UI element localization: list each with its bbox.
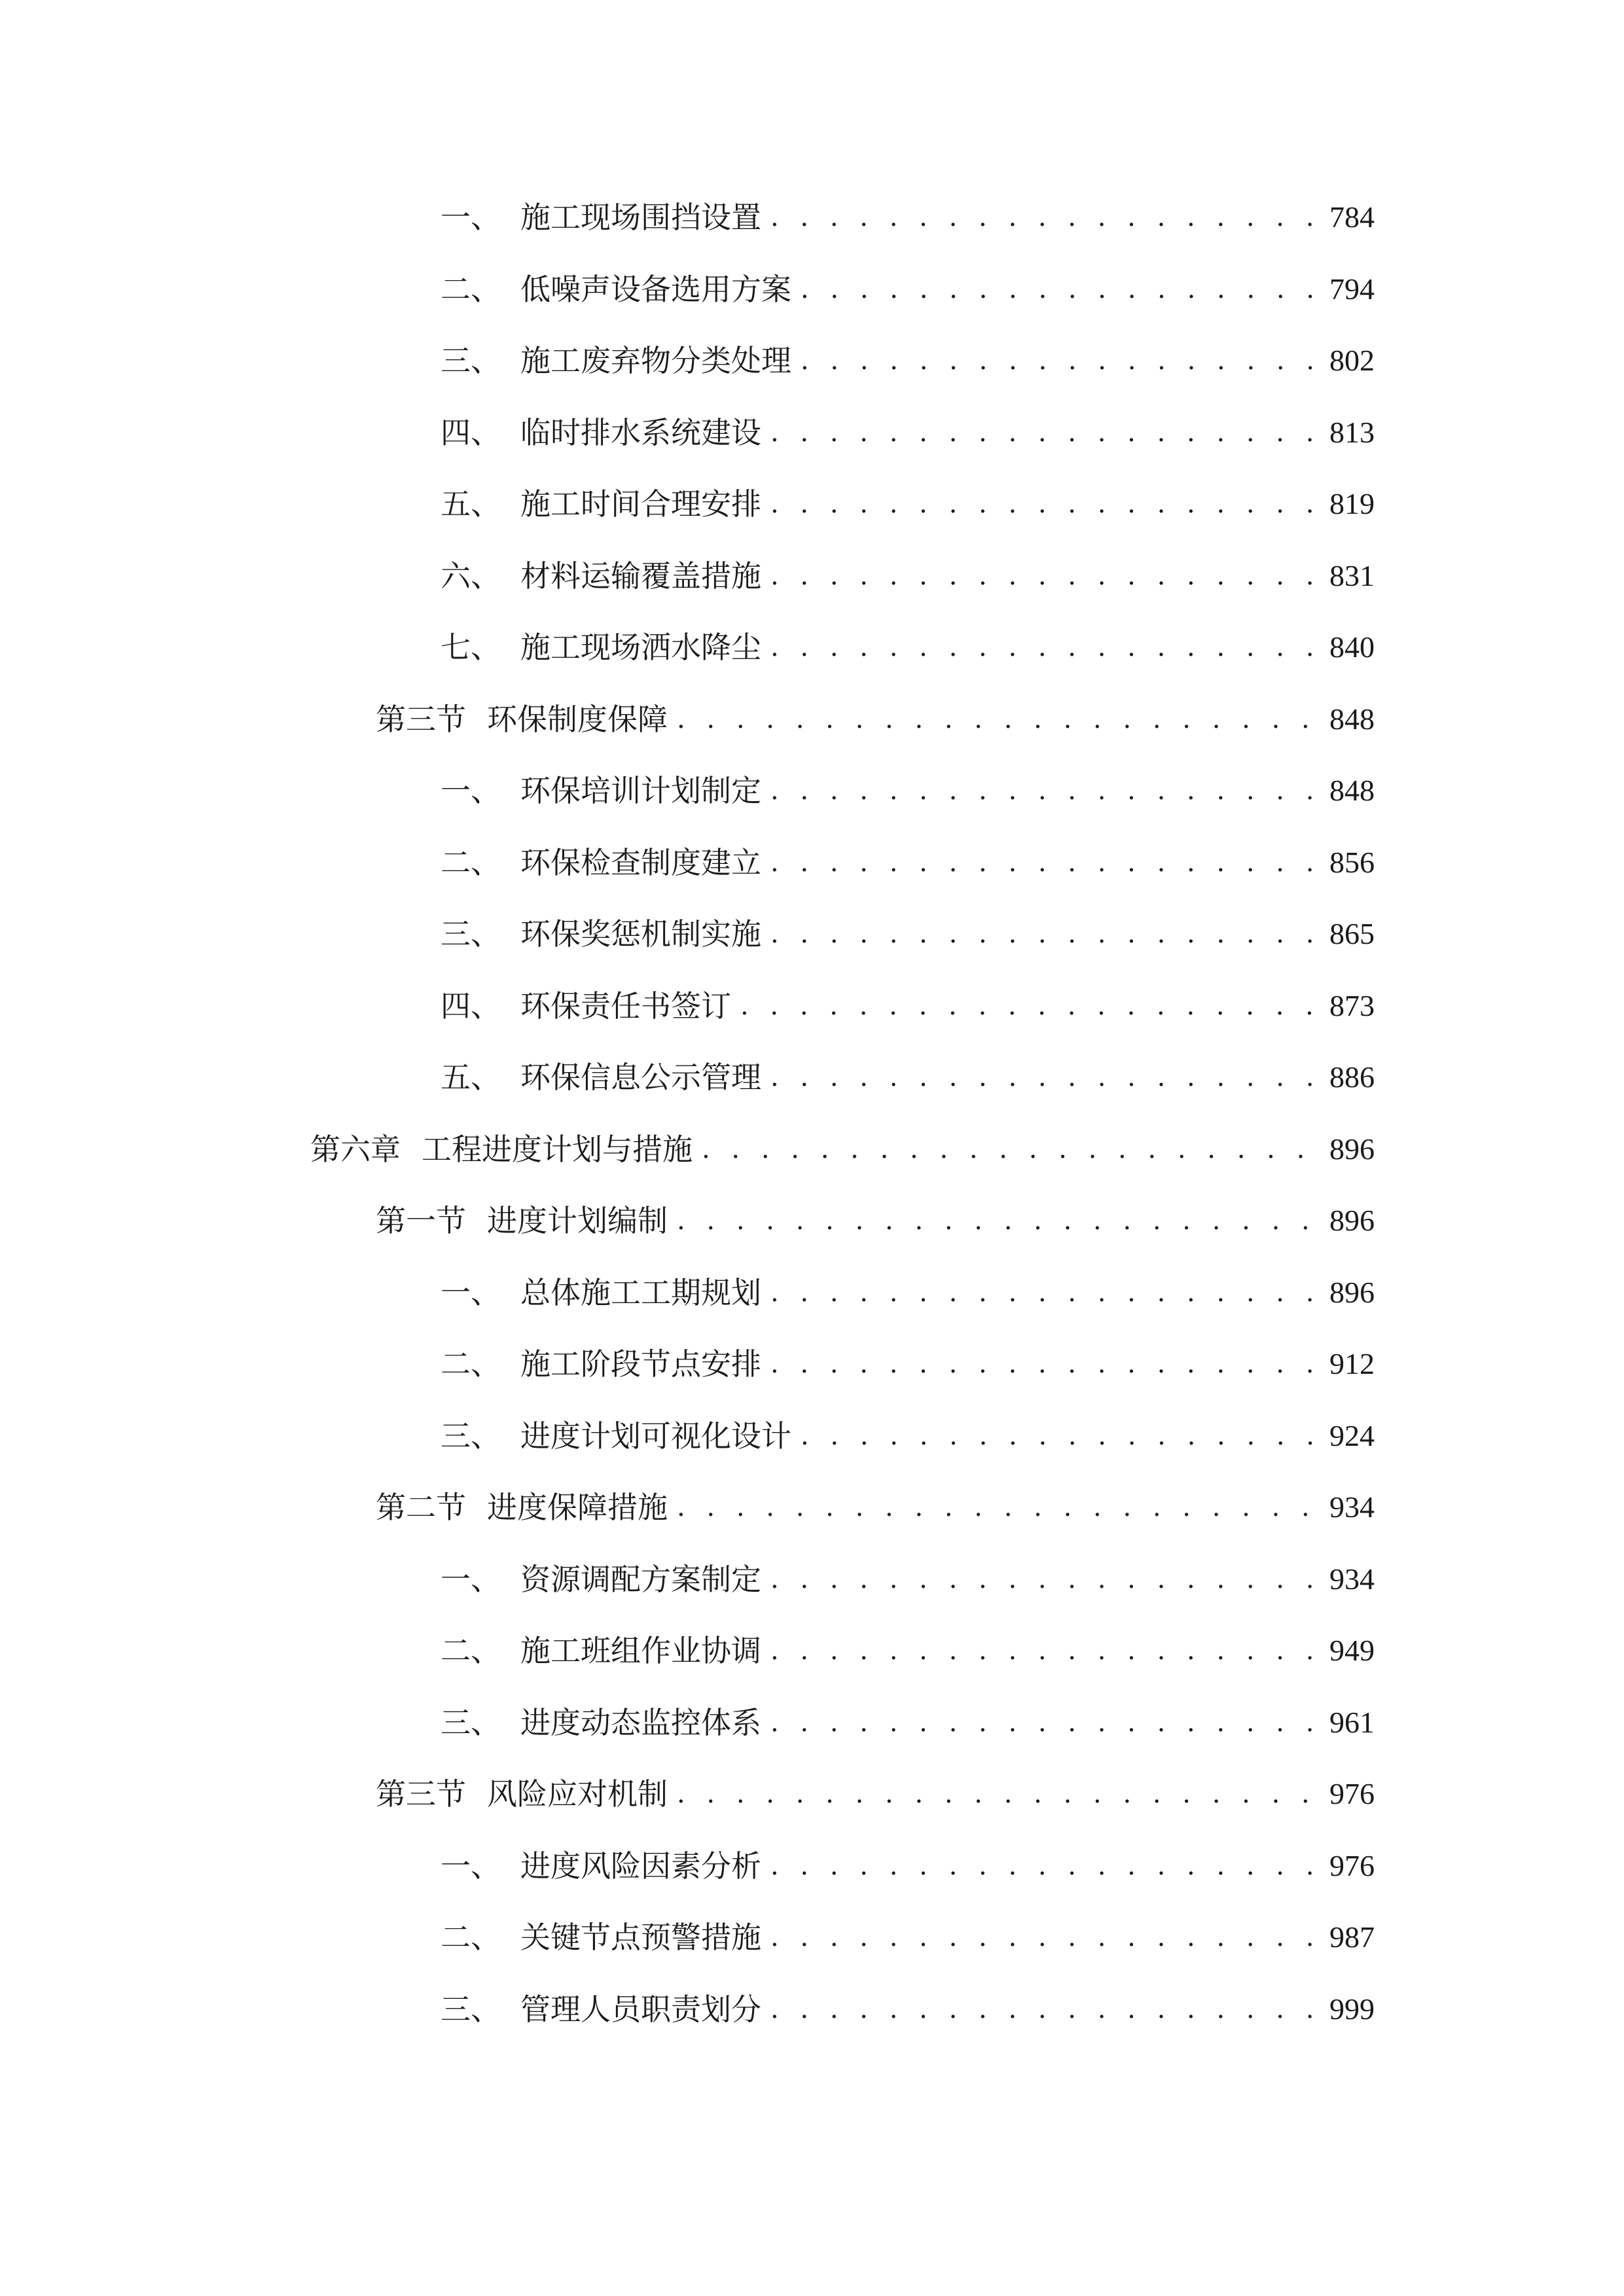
toc-entry-page: 813: [1329, 416, 1375, 449]
toc-entry-page: 865: [1329, 917, 1375, 950]
toc-entry-title: 工程进度计划与措施: [422, 1132, 693, 1167]
toc-entry[interactable]: [376, 1194, 1375, 1247]
toc-entry-title: 施工现场围挡设置: [520, 200, 761, 235]
dot-leader: [770, 764, 1318, 817]
dot-leader: [677, 693, 1318, 745]
toc-entry-number: 一、: [441, 773, 501, 808]
toc-entry-title: 环保责任书签订: [520, 988, 731, 1024]
toc-entry-title: 进度计划可视化设计: [520, 1418, 791, 1454]
toc-entry-title: 进度动态监控体系: [520, 1705, 761, 1740]
toc-entry[interactable]: [441, 263, 1375, 315]
toc-entry-number: 一、: [441, 1275, 501, 1310]
toc-entry-title: 总体施工工期规划: [520, 1275, 761, 1310]
toc-entry-title: 施工阶段节点安排: [520, 1346, 761, 1382]
dot-leader: [770, 1911, 1318, 1964]
toc-entry-title: 低噪声设备选用方案: [520, 272, 791, 307]
toc-entry[interactable]: [441, 836, 1375, 889]
toc-entry-title: 施工班组作业协调: [520, 1633, 761, 1668]
toc-entry-title: 环保制度保障: [487, 702, 668, 737]
toc-entry-page: 896: [1329, 1204, 1375, 1237]
toc-entry-title: 施工时间合理安排: [520, 486, 761, 522]
toc-entry-number: 第一节: [376, 1203, 466, 1238]
toc-entry-page: 934: [1329, 1562, 1375, 1596]
toc-entry-title: 关键节点预警措施: [520, 1920, 761, 1955]
dot-leader: [677, 1194, 1318, 1247]
toc-entry-number: 六、: [441, 558, 501, 594]
toc-entry-number: 二、: [441, 272, 501, 307]
dot-leader: [770, 1051, 1318, 1103]
toc-entry-title: 环保培训计划制定: [520, 773, 761, 808]
toc-entry[interactable]: [441, 406, 1375, 459]
toc-entry-page: 848: [1329, 774, 1375, 807]
toc-entry-title: 施工废弃物分类处理: [520, 343, 791, 378]
toc-entry-page: 987: [1329, 1920, 1375, 1954]
toc-entry-number: 三、: [441, 343, 501, 378]
dot-leader: [770, 191, 1318, 243]
toc-entry[interactable]: [441, 980, 1375, 1032]
toc-entry[interactable]: [441, 1624, 1375, 1677]
toc-entry-page: 961: [1329, 1706, 1375, 1739]
dot-leader: [770, 1338, 1318, 1390]
toc-entry-number: 二、: [441, 1346, 501, 1382]
toc-entry[interactable]: [376, 1768, 1375, 1820]
toc-entry[interactable]: [441, 1840, 1375, 1892]
toc-entry-number: 一、: [441, 1562, 501, 1597]
toc-entry-page: 896: [1329, 1276, 1375, 1309]
toc-entry[interactable]: [441, 191, 1375, 243]
toc-entry-page: 886: [1329, 1060, 1375, 1094]
toc-entry-number: 第三节: [376, 702, 466, 737]
toc-entry-number: 三、: [441, 1418, 501, 1454]
toc-entry-number: 四、: [441, 988, 501, 1024]
toc-entry-page: 794: [1329, 272, 1375, 306]
dot-leader: [770, 1840, 1318, 1892]
toc-entry-page: 924: [1329, 1419, 1375, 1452]
toc-entry[interactable]: [310, 1123, 1375, 1175]
toc-entry-number: 五、: [441, 486, 501, 522]
toc-entry-number: 四、: [441, 415, 501, 450]
toc-entry[interactable]: [441, 550, 1375, 602]
dot-leader: [702, 1123, 1318, 1175]
toc-entry[interactable]: [441, 1983, 1375, 2036]
toc-entry[interactable]: [441, 621, 1375, 673]
toc-entry-page: 784: [1329, 200, 1375, 234]
toc-entry[interactable]: [441, 908, 1375, 960]
dot-leader: [801, 263, 1318, 315]
toc-entry-page: 896: [1329, 1132, 1375, 1166]
toc-entry-page: 976: [1329, 1849, 1375, 1882]
toc-entry-title: 进度计划编制: [487, 1203, 668, 1238]
toc-entry-page: 802: [1329, 344, 1375, 377]
toc-entry-title: 材料运输覆盖措施: [520, 558, 761, 594]
toc-entry[interactable]: [376, 1481, 1375, 1534]
toc-entry[interactable]: [441, 1410, 1375, 1462]
toc-entry-title: 临时排水系统建设: [520, 415, 761, 450]
dot-leader: [770, 908, 1318, 960]
toc-entry[interactable]: [376, 693, 1375, 745]
toc-entry-number: 一、: [441, 1848, 501, 1884]
toc-entry-number: 三、: [441, 916, 501, 952]
toc-entry-title: 施工现场洒水降尘: [520, 630, 761, 665]
dot-leader: [770, 1266, 1318, 1319]
dot-leader: [677, 1481, 1318, 1534]
toc-entry-number: 三、: [441, 1705, 501, 1740]
dot-leader: [770, 406, 1318, 459]
toc-entry-number: 第六章: [310, 1132, 401, 1167]
toc-entry-number: 二、: [441, 845, 501, 880]
toc-entry-page: 856: [1329, 846, 1375, 879]
toc-entry-page: 819: [1329, 487, 1375, 520]
dot-leader: [770, 1983, 1318, 2036]
toc-entry-title: 风险应对机制: [487, 1776, 668, 1812]
toc-entry-page: 949: [1329, 1634, 1375, 1667]
toc-entry-page: 848: [1329, 702, 1375, 736]
toc-entry-title: 进度保障措施: [487, 1490, 668, 1525]
dot-leader: [801, 334, 1318, 387]
toc-entry-page: 999: [1329, 1992, 1375, 2026]
toc-entry[interactable]: [441, 1696, 1375, 1749]
toc-entry[interactable]: [441, 1553, 1375, 1605]
toc-entry-page: 873: [1329, 989, 1375, 1022]
toc-entry-title: 环保奖惩机制实施: [520, 916, 761, 952]
toc-entry[interactable]: [441, 1051, 1375, 1103]
toc-entry-title: 资源调配方案制定: [520, 1562, 761, 1597]
dot-leader: [677, 1768, 1318, 1820]
toc-entry-page: 840: [1329, 630, 1375, 664]
toc-entry[interactable]: [441, 1911, 1375, 1964]
dot-leader: [740, 980, 1318, 1032]
toc-entry-number: 第三节: [376, 1776, 466, 1812]
toc-entry-number: 七、: [441, 630, 501, 665]
dot-leader: [770, 621, 1318, 673]
toc-entry-page: 912: [1329, 1347, 1375, 1380]
dot-leader: [801, 1410, 1318, 1462]
toc-entry-number: 二、: [441, 1920, 501, 1955]
toc-entry-number: 一、: [441, 200, 501, 235]
toc-entry[interactable]: [441, 478, 1375, 530]
toc-entry-number: 三、: [441, 1992, 501, 2027]
dot-leader: [770, 478, 1318, 530]
toc-entry[interactable]: [441, 1338, 1375, 1390]
toc-entry-title: 进度风险因素分析: [520, 1848, 761, 1884]
dot-leader: [770, 836, 1318, 889]
dot-leader: [770, 1696, 1318, 1749]
dot-leader: [770, 1624, 1318, 1677]
toc-entry[interactable]: [441, 334, 1375, 387]
toc-entry-title: 环保信息公示管理: [520, 1060, 761, 1095]
toc-entry-page: 934: [1329, 1490, 1375, 1524]
toc-entry[interactable]: [441, 764, 1375, 817]
toc-entry-page: 976: [1329, 1777, 1375, 1810]
toc-entry-number: 第二节: [376, 1490, 466, 1525]
toc-entry[interactable]: [441, 1266, 1375, 1319]
toc-entry-number: 五、: [441, 1060, 501, 1095]
toc-entry-number: 二、: [441, 1633, 501, 1668]
toc-entry-title: 环保检查制度建立: [520, 845, 761, 880]
toc-entry-page: 831: [1329, 559, 1375, 592]
dot-leader: [770, 1553, 1318, 1605]
dot-leader: [770, 550, 1318, 602]
toc-entry-title: 管理人员职责划分: [520, 1992, 761, 2027]
